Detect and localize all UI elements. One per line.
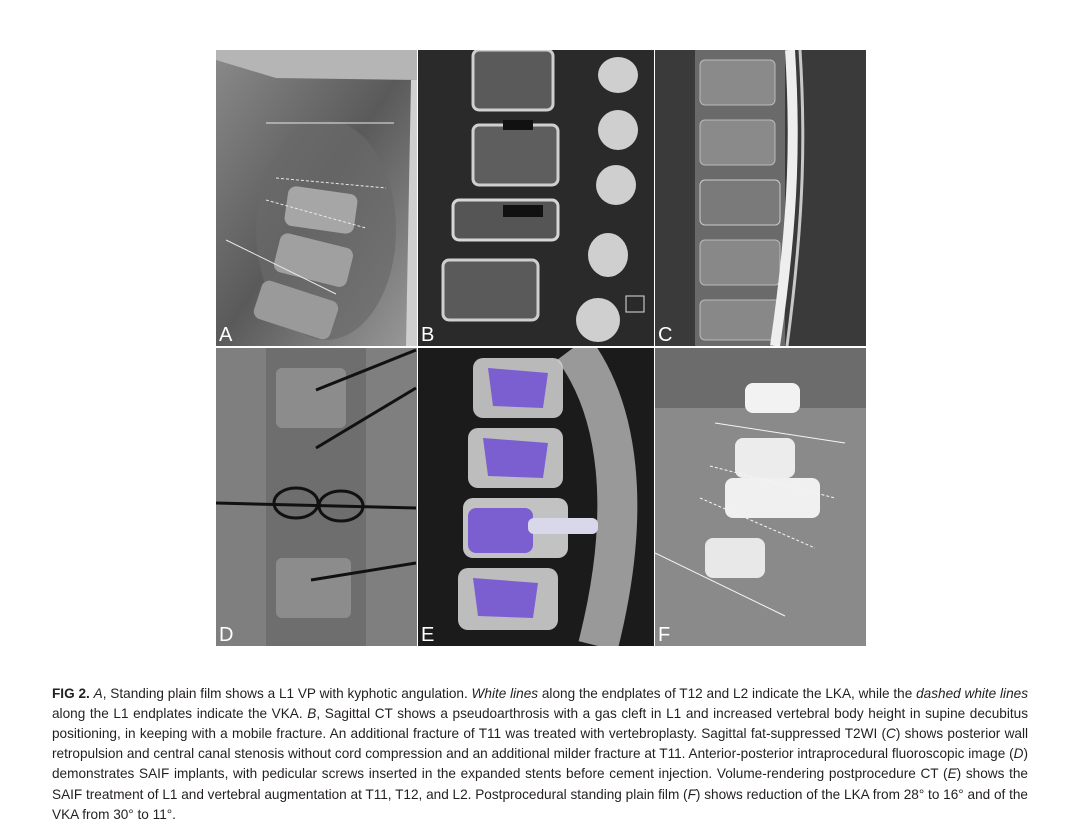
panel-d-fluoroscopy [216, 348, 417, 646]
caption-italic-segment: C [886, 726, 896, 741]
sagittal-ct-icon [418, 50, 654, 346]
radiograph-lateral-post-icon [655, 348, 866, 646]
caption-italic-segment: A [93, 685, 103, 701]
caption-segment: ) demonstrates SAIF implants, with pedicular screws inserted in the expanded stents before cement injection. Volume-rendering postprocedure CT ( [52, 746, 1028, 782]
figure-caption [52, 684, 1028, 825]
caption-segment: along the endplates of T12 and L2 indicate the LKA, while the [538, 685, 917, 701]
panel-f-postprocedural-radiograph [655, 348, 866, 646]
caption-italic-segment: dashed white lines [916, 685, 1028, 701]
panel-label-a: A [219, 324, 233, 346]
caption-segment: , Standing plain film shows a L1 VP with kyphotic angulation. [102, 685, 472, 701]
caption-segment: along the L1 endplates indicate the VKA. [52, 705, 308, 721]
radiograph-lateral-standing-icon [216, 50, 417, 346]
figure-2 [216, 50, 866, 646]
caption-italic-segment: B [307, 705, 317, 721]
panel-label-d: D [219, 624, 234, 646]
figure-label: FIG 2. [52, 685, 90, 701]
caption-segment: ) shows the SAIF treatment of L1 and vertebral augmentation at T11, T12, and L2. Postprocedural standing plain film ( [52, 766, 1028, 802]
panel-e-volume-rendering [418, 348, 654, 646]
panel-label-b: B [421, 324, 435, 346]
panel-c-sagittal-t2wi [655, 50, 866, 346]
panel-label-e: E [421, 624, 435, 646]
caption-italic-segment: D [1013, 746, 1024, 762]
panel-label-f: F [658, 624, 671, 646]
panel-b-sagittal-ct [418, 50, 654, 346]
caption-segment: ) shows reduction of the LKA from 28° to 16° and of the VKA from 30° to 11°. [52, 786, 1028, 822]
caption-segment: , Sagittal CT shows a pseudoarthrosis with a gas cleft in L1 and increased vertebral body height in supine decubitus positioning, in keeping with a mobile fracture. An additional fracture of T11 was treated with vertebroplasty. Sagittal fat-suppressed T2WI ( [52, 705, 1028, 741]
caption-text [52, 686, 1028, 822]
volume-rendering-ct-icon [418, 348, 654, 646]
caption-italic-segment: White lines [471, 685, 539, 701]
panel-label-c: C [658, 324, 673, 346]
caption-italic-segment: F [687, 786, 696, 802]
caption-segment: ) shows posterior wall retropulsion and central canal stenosis without cord compression and an additional milder fracture at T11. Anterior-posterior intraprocedural fluoroscopic image ( [52, 726, 1028, 762]
fluoroscopy-ap-icon [216, 348, 417, 646]
panel-a-standing-radiograph [216, 50, 417, 346]
sagittal-mri-t2-icon [655, 50, 866, 346]
caption-italic-segment: E [947, 766, 957, 782]
